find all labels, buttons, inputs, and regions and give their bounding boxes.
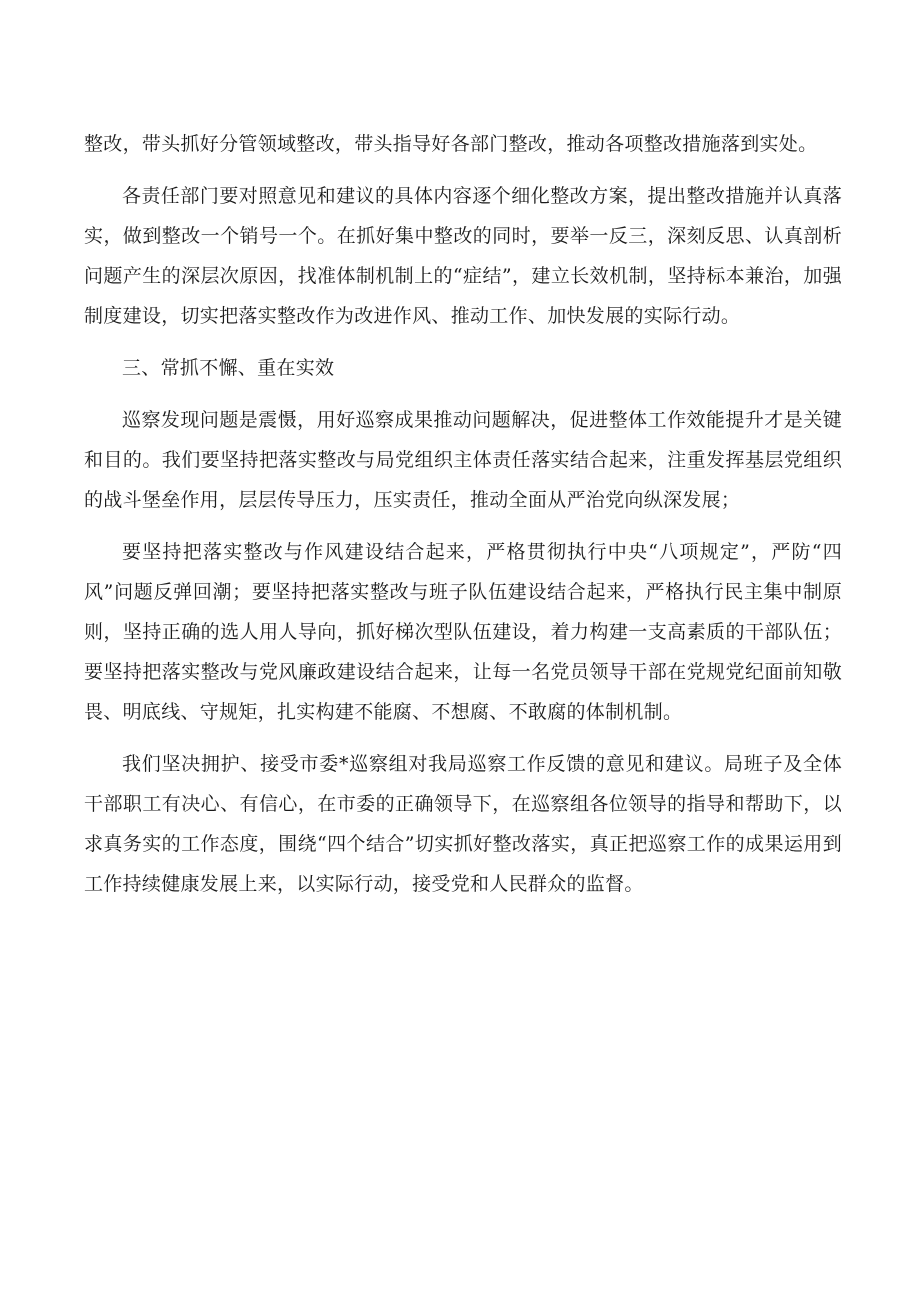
paragraph-commitment: 我们坚决拥护、接受市委*巡察组对我局巡察工作反馈的意见和建议。局班子及全体干部职工有决心、有信心，在市委的正确领导下，在巡察组各位领导的指导和帮助下，以求真务实的工作态度，围绕“四个结合”切实抓好整改落实，真正把巡察工作的成果运用到工作持续健康发展上来，以实际行动，接受党和人民群众的监督。 [84,753,842,895]
section-heading-three: 三、常抓不懈、重在实效 [122,357,335,379]
paragraph-style-building: 要坚持把落实整改与作风建设结合起来，严格贯彻执行中央“八项规定”，严防“四风”问题反弹回潮；要坚持把落实整改与班子队伍建设结合起来，严格执行民主集中制原则，坚持正确的选人用人导向，抓好梯次型队伍建设，着力构建一支高素质的干部队伍；要坚持把落实整改与党风廉政建设结合起来，让每一名党员领导干部在党规党纪面前知敬畏、明底线、守规矩，扎实构建不能腐、不想腐、不敢腐的体制机制。 [84,541,842,723]
paragraph-inspection-results: 巡察发现问题是震慑，用好巡察成果推动问题解决，促进整体工作效能提升才是关键和目的。我们要坚持把落实整改与局党组织主体责任落实结合起来，注重发挥基层党组织的战斗堡垒作用，层层传导压力，压实责任，推动全面从严治党向纵深发展； [84,409,842,511]
paragraph-continuation: 整改，带头抓好分管领域整改，带头指导好各部门整改，推动各项整改措施落到实处。 [84,133,818,155]
paragraph-rectification-measures: 各责任部门要对照意见和建议的具体内容逐个细化整改方案，提出整改措施并认真落实，做到整改一个销号一个。在抓好集中整改的同时，要举一反三，深刻反思、认真剖析问题产生的深层次原因，找准体制机制上的“症结”，建立长效机制，坚持标本兼治，加强制度建设，切实把落实整改作为改进作风、推动工作、加快发展的实际行动。 [84,185,842,327]
document-body [84,124,842,916]
